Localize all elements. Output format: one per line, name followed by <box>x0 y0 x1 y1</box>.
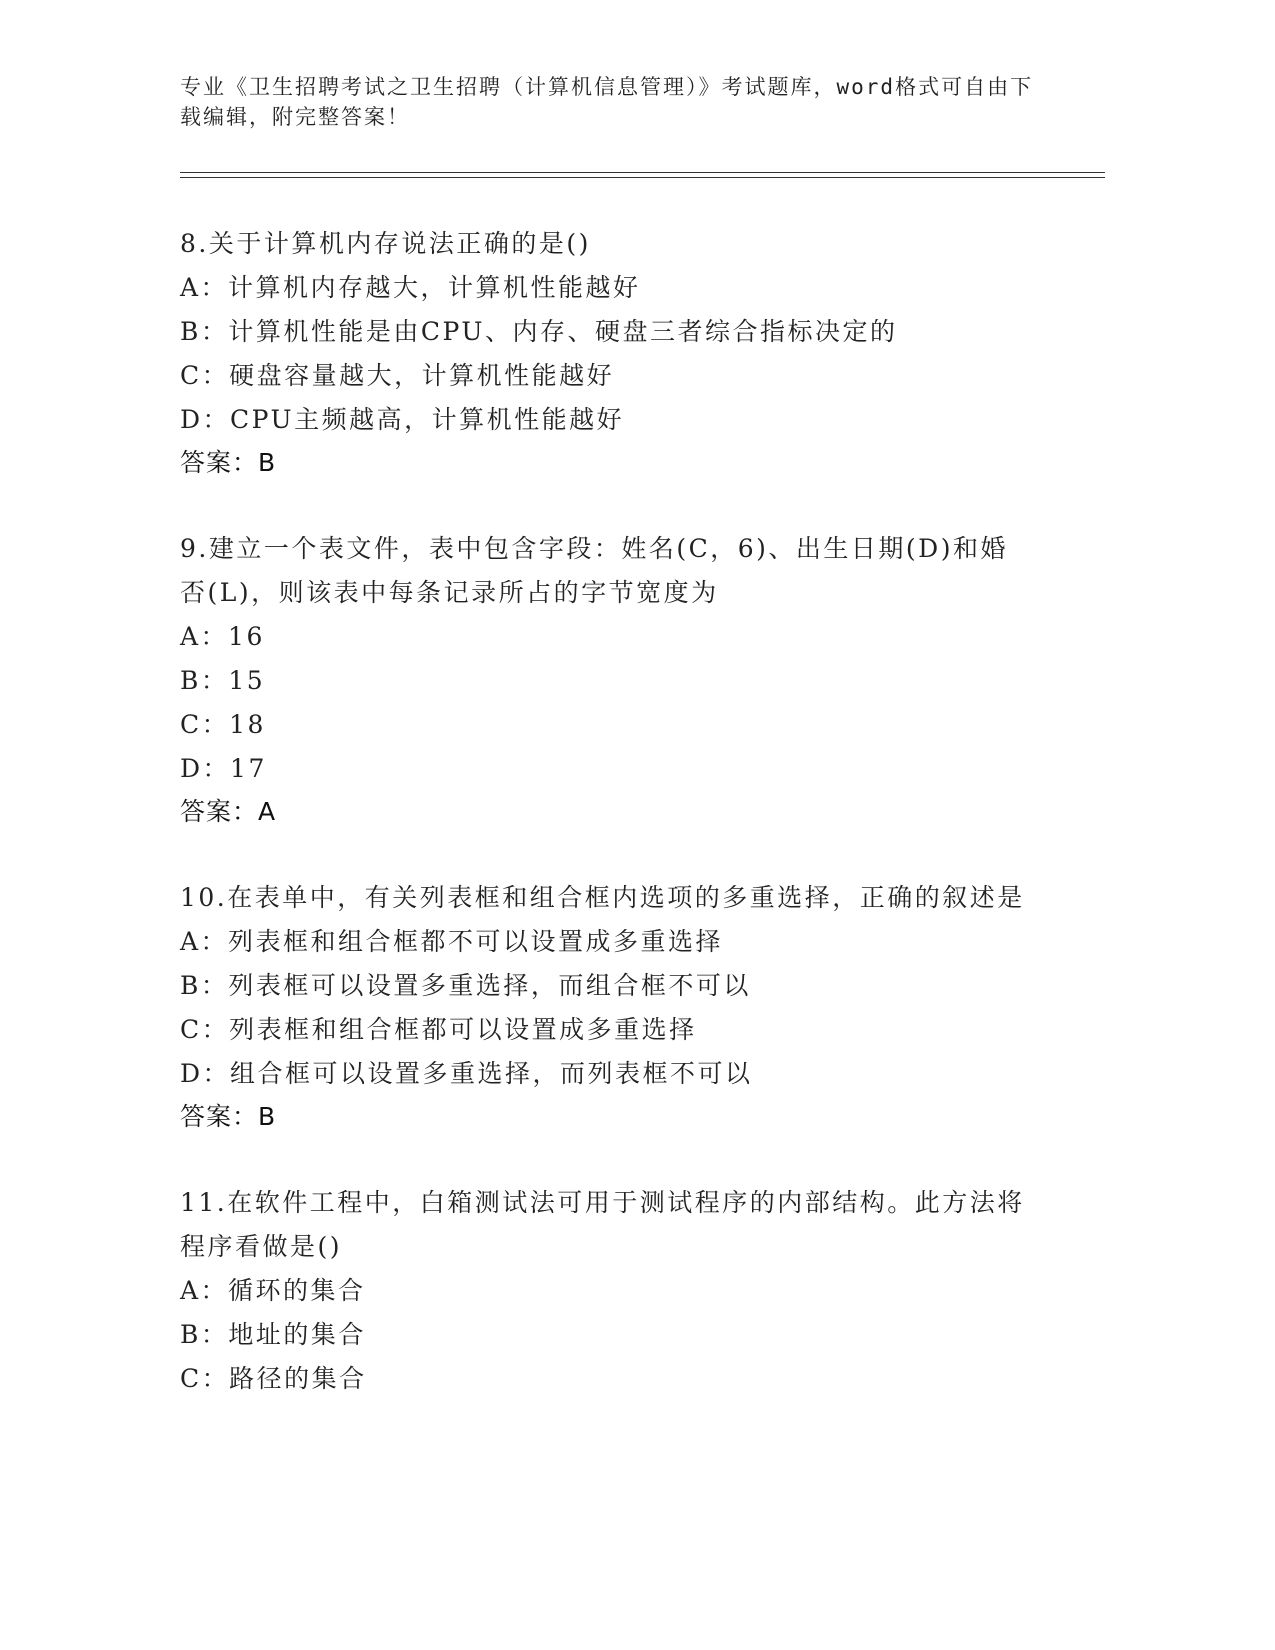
option-a: A：列表框和组合框都不可以设置成多重选择 <box>180 927 724 956</box>
question-stem: 10.在表单中，有关列表框和组合框内选项的多重选择，正确的叙述是 <box>180 883 1025 912</box>
question-11 <box>180 1181 1030 1401</box>
option-c: C：列表框和组合框都可以设置成多重选择 <box>180 1015 697 1044</box>
document-header: 专业《卫生招聘考试之卫生招聘（计算机信息管理）》考试题库，word格式可自由下载编辑，附完整答案！ <box>180 75 1034 129</box>
question-9 <box>180 527 1030 833</box>
option-b: B：列表框可以设置多重选择，而组合框不可以 <box>180 971 751 1000</box>
option-c: C：路径的集合 <box>180 1364 367 1393</box>
header-divider-top <box>180 172 1105 173</box>
question-10 <box>180 876 1030 1138</box>
option-a: A：16 <box>180 622 265 651</box>
option-b: B：15 <box>180 666 266 695</box>
option-d: D：组合框可以设置多重选择，而列表框不可以 <box>180 1059 753 1088</box>
option-c: C：硬盘容量越大，计算机性能越好 <box>180 361 615 390</box>
question-stem: 9.建立一个表文件，表中包含字段：姓名(C，6)、出生日期(D)和婚否(L)，则该表中每条记录所占的字节宽度为 <box>180 534 1008 607</box>
question-8 <box>180 222 1030 484</box>
header-divider-bottom <box>180 177 1105 178</box>
option-b: B：地址的集合 <box>180 1320 366 1349</box>
question-stem: 8.关于计算机内存说法正确的是() <box>180 229 591 258</box>
option-b: B：计算机性能是由CPU、内存、硬盘三者综合指标决定的 <box>180 317 898 346</box>
answer: 答案：B <box>180 1102 277 1131</box>
option-c: C：18 <box>180 710 266 739</box>
option-d: D：17 <box>180 754 267 783</box>
option-a: A：循环的集合 <box>180 1276 366 1305</box>
question-list <box>180 222 1030 1444</box>
option-a: A：计算机内存越大，计算机性能越好 <box>180 273 641 302</box>
option-d: D：CPU主频越高，计算机性能越好 <box>180 405 625 434</box>
question-stem: 11.在软件工程中，白箱测试法可用于测试程序的内部结构。此方法将程序看做是() <box>180 1188 1025 1261</box>
answer: 答案：A <box>180 797 277 826</box>
answer: 答案：B <box>180 448 277 477</box>
